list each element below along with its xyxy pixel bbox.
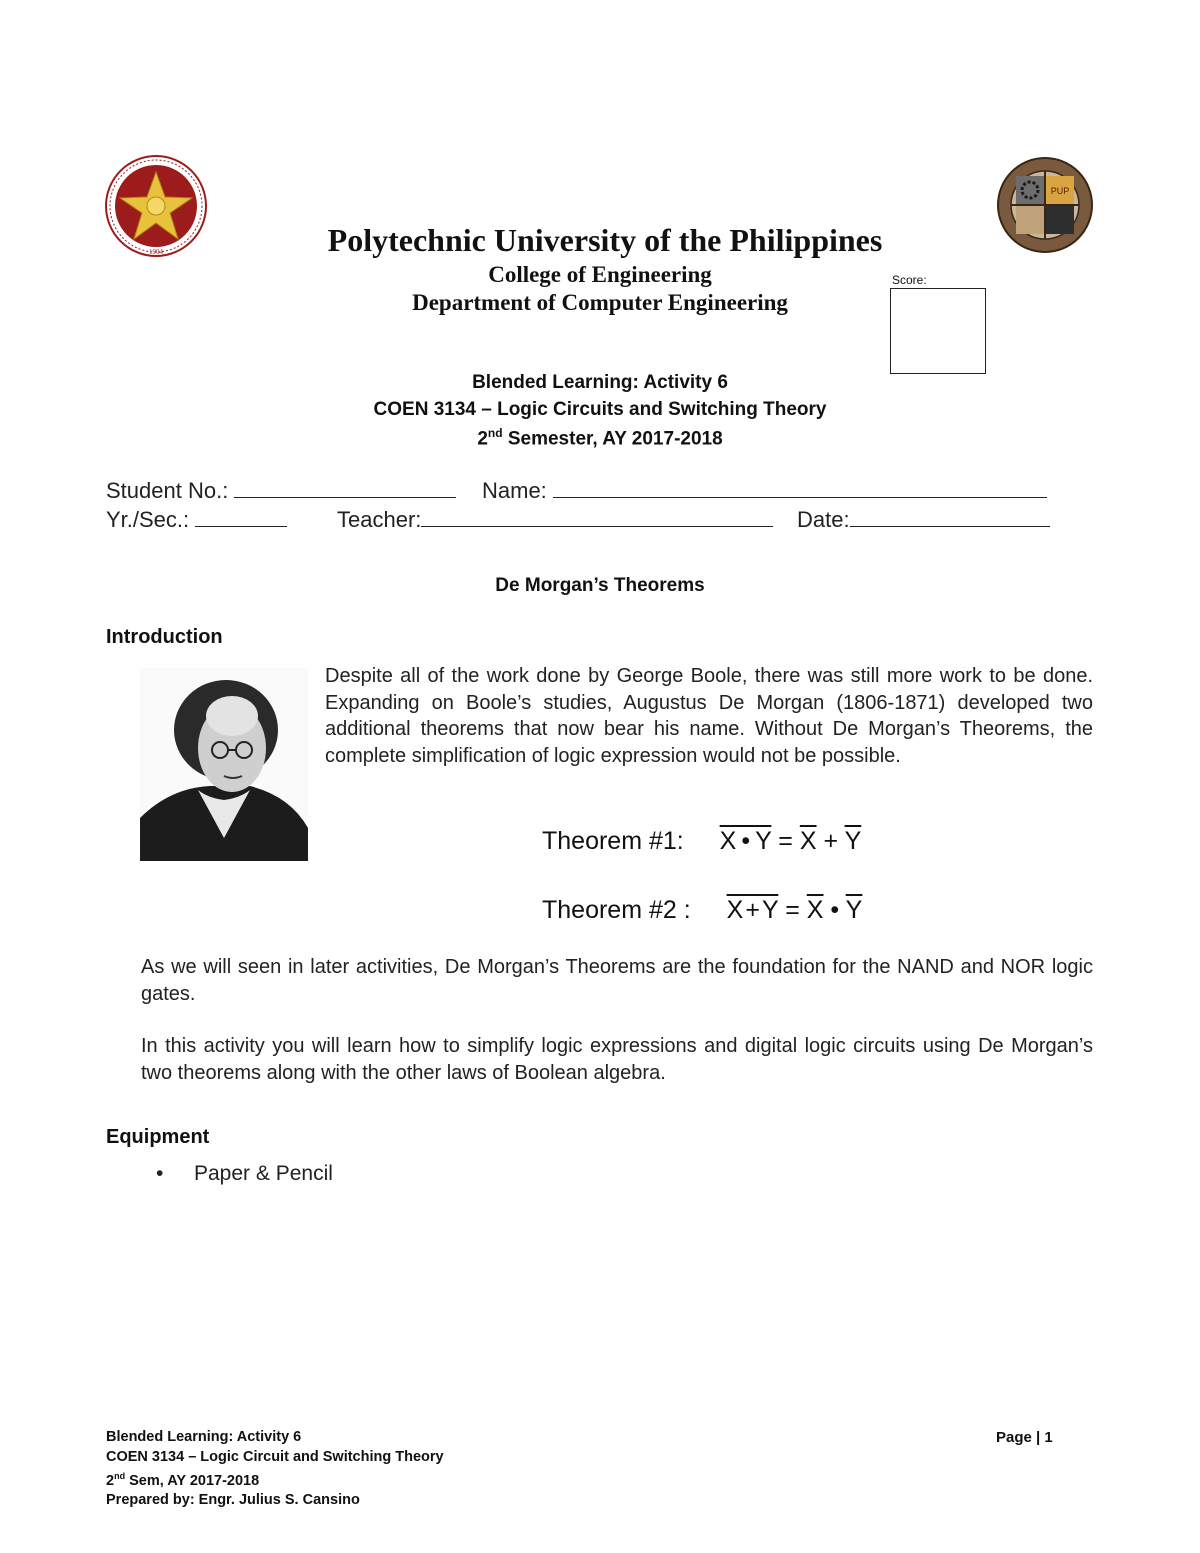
theorem-2-lhs: X + Y [726,896,779,924]
student-no-label: Student No.: [106,478,229,503]
department-name: Department of Computer Engineering [412,290,788,315]
student-no-row [106,477,456,504]
equipment-list [156,1162,333,1186]
nand-nor-paragraph: As we will seen in later activities, De Morgan’s Theorems are the foundation for the NAND and NOR logic gates. [141,956,1093,1005]
teacher-row [337,506,773,533]
teacher-label: Teacher: [337,507,422,532]
score-label: Score: [892,273,927,287]
theorem-1-lhs: X • Y [719,827,772,855]
teacher-field[interactable] [421,506,773,527]
introduction-heading: Introduction [106,626,223,648]
score-box [890,288,986,374]
de-morgan-portrait [140,668,308,861]
svg-text:PUP: PUP [1050,186,1070,196]
name-row [482,477,1047,504]
footer-semester: 2nd Sem, AY 2017-2018 [106,1471,260,1489]
theorem-2-label: Theorem #2 : [542,896,691,924]
name-label: Name: [482,478,547,503]
topic-title: De Morgan’s Theorems [495,575,705,596]
footer-activity: Blended Learning: Activity 6 [106,1429,302,1445]
equipment-heading: Equipment [106,1126,210,1148]
activity-paragraph: In this activity you will learn how to simplify logic expressions and digital logic circuits using De Morgan’s two theorems along with the other laws of Boolean algebra. [141,1035,1093,1084]
date-row [797,506,1050,533]
yr-sec-row [106,506,287,533]
course-title: COEN 3134 – Logic Circuits and Switching Theory [373,399,827,420]
yr-sec-label: Yr./Sec.: [106,507,190,532]
intro-paragraph: Despite all of the work done by George Boole, there was still more work to be done. Expanding on Boole’s studies, Augustus De Morgan (1806-1871) developed two additional theorems that now bear his name. Without De Morgan’s Theorems, the complete simplification of logic expression would not be possible. [325,665,1093,767]
semester-line: 2nd Semester, AY 2017-2018 [477,426,723,450]
svg-text:1904: 1904 [149,248,163,256]
footer-course: COEN 3134 – Logic Circuit and Switching Theory [106,1448,444,1465]
list-item: • Paper & Pencil [156,1162,333,1185]
yr-sec-field[interactable] [195,506,287,527]
footer-prepared-by: Prepared by: Engr. Julius S. Cansino [106,1492,360,1509]
university-title: Polytechnic University of the Philippines [327,222,883,258]
theorem-1: Theorem #1: X • $Y = \overline{X} + \overline{Y}$ [542,827,862,855]
bullet-icon: • [156,1162,164,1185]
name-field[interactable] [553,477,1047,498]
activity-title: Blended Learning: Activity 6 [472,372,728,393]
student-no-field[interactable] [234,477,456,498]
theorem-1-label: Theorem #1: [542,827,684,855]
college-name: College of Engineering [488,262,712,287]
theorem-2: Theorem #2 : X + $Y = \overline{X}$ • $\overline{Y}$ [542,896,863,924]
date-field[interactable] [850,506,1050,527]
date-label: Date: [797,507,850,532]
page-number: Page | 1 [996,1429,1053,1446]
footer [106,1428,444,1511]
